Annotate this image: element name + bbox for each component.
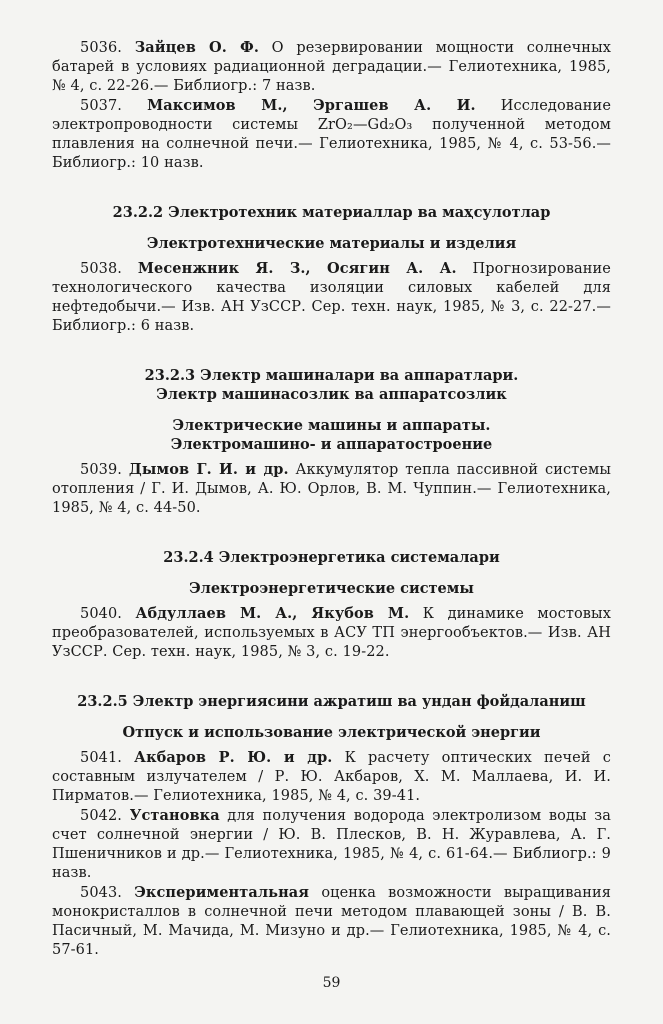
entry-author: Зайцев О. Ф. bbox=[134, 39, 259, 56]
section-heading-ru: Отпуск и использование электрической энергии bbox=[122, 724, 541, 741]
entry-author: Максимов М., Эргашев А. И. bbox=[147, 97, 476, 114]
entry-5038: 5038. Месенжник Я. З., Осягин А. А. Прогнозирование технологического качества изоляции силовых кабелей для нефтедобычи.— Изв. АН УзССР. Сер. техн. наук, 1985, № 3, с. 22-27.— Библиогр.: 6 назв. bbox=[52, 260, 611, 334]
entry-5039: 5039. Дымов Г. И. и др. Аккумулятор тепла пассивной системы отопления / Г. И. Дымов, А. Ю. Орлов, В. М. Чуппин.— Гелиотехника, 1985, № 4, с. 44-50. bbox=[52, 461, 612, 516]
section-heading-uz: 23.2.5 Электр энергиясини ажратиш ва ундан фойдаланиш bbox=[77, 693, 586, 710]
entry-5043: 5043. Экспериментальная оценка возможности выращивания монокристаллов в солнечной печи методом плавающей зоны / В. В. Пасичный, М. Мачида, М. Мизуно и др.— Гелиотехника, 1985, № 4, с. 57-61. bbox=[52, 884, 612, 958]
entry-5042: 5042. Установка для получения водорода электролизом воды за счет солнечной энергии / Ю. В. Плесков, В. Н. Журавлева, А. Г. Пшеничников и др.— Гелиотехника, 1985, № 4, с. 61-64.— Библиогр.: 9 назв. bbox=[52, 807, 611, 881]
section-heading-uz: Электр машинасозлик ва аппаратсозлик bbox=[156, 386, 507, 403]
entry-title-lead: Экспериментальная bbox=[134, 884, 310, 901]
entry-author: Месенжник Я. З., Осягин А. А. bbox=[137, 260, 457, 277]
entry-title-lead: Установка bbox=[129, 807, 220, 824]
section-heading-ru: Электромашино- и аппаратостроение bbox=[170, 436, 493, 453]
page-number: 59 bbox=[322, 975, 341, 991]
entry-author: Абдуллаев М. А., Якубов М. bbox=[135, 605, 410, 622]
entry-author: Дымов Г. И. и др. bbox=[128, 461, 289, 478]
entry-5036: 5036. Зайцев О. Ф. О резервировании мощности солнечных батарей в условиях радиационной деградации.— Гелиотехника, 1985, № 4, с. 22-26.— Библиогр.: 7 назв. bbox=[52, 39, 611, 94]
entry-author: Акбаров Р. Ю. и др. bbox=[134, 749, 333, 766]
section-heading-uz: 23.2.4 Электроэнергетика системалари bbox=[163, 549, 500, 566]
entry-5037: 5037. Максимов М., Эргашев А. И. Исследование электропроводности системы ZrO₂—Gd₂O₃ полученной методом плавления на солнечной печи.— Гелиотехника, 1985, № 4, с. 53-56.— Библиогр.: 10 назв. bbox=[52, 97, 611, 171]
section-heading-ru: Электрические машины и аппараты. bbox=[172, 417, 491, 434]
section-heading-uz: 23.2.3 Электр машиналари ва аппаратлари. bbox=[144, 367, 519, 384]
section-heading-uz: 23.2.2 Электротехник материаллар ва маҳсулотлар bbox=[112, 204, 551, 221]
section-heading-ru: Электроэнергетические системы bbox=[189, 580, 474, 597]
section-heading-ru: Электротехнические материалы и изделия bbox=[146, 235, 517, 252]
entry-5040: 5040. Абдуллаев М. А., Якубов М. К динамике мостовых преобразователей, используемых в АСУ ТП энергообъектов.— Изв. АН УзССР. Сер. техн. наук, 1985, № 3, с. 19-22. bbox=[52, 605, 611, 660]
entry-5041: 5041. Акбаров Р. Ю. и др. К расчету оптических печей с составным излучателем / Р. Ю. Акбаров, Х. М. Маллаева, И. И. Пирматов.— Гелиотехника, 1985, № 4, с. 39-41. bbox=[52, 749, 611, 804]
